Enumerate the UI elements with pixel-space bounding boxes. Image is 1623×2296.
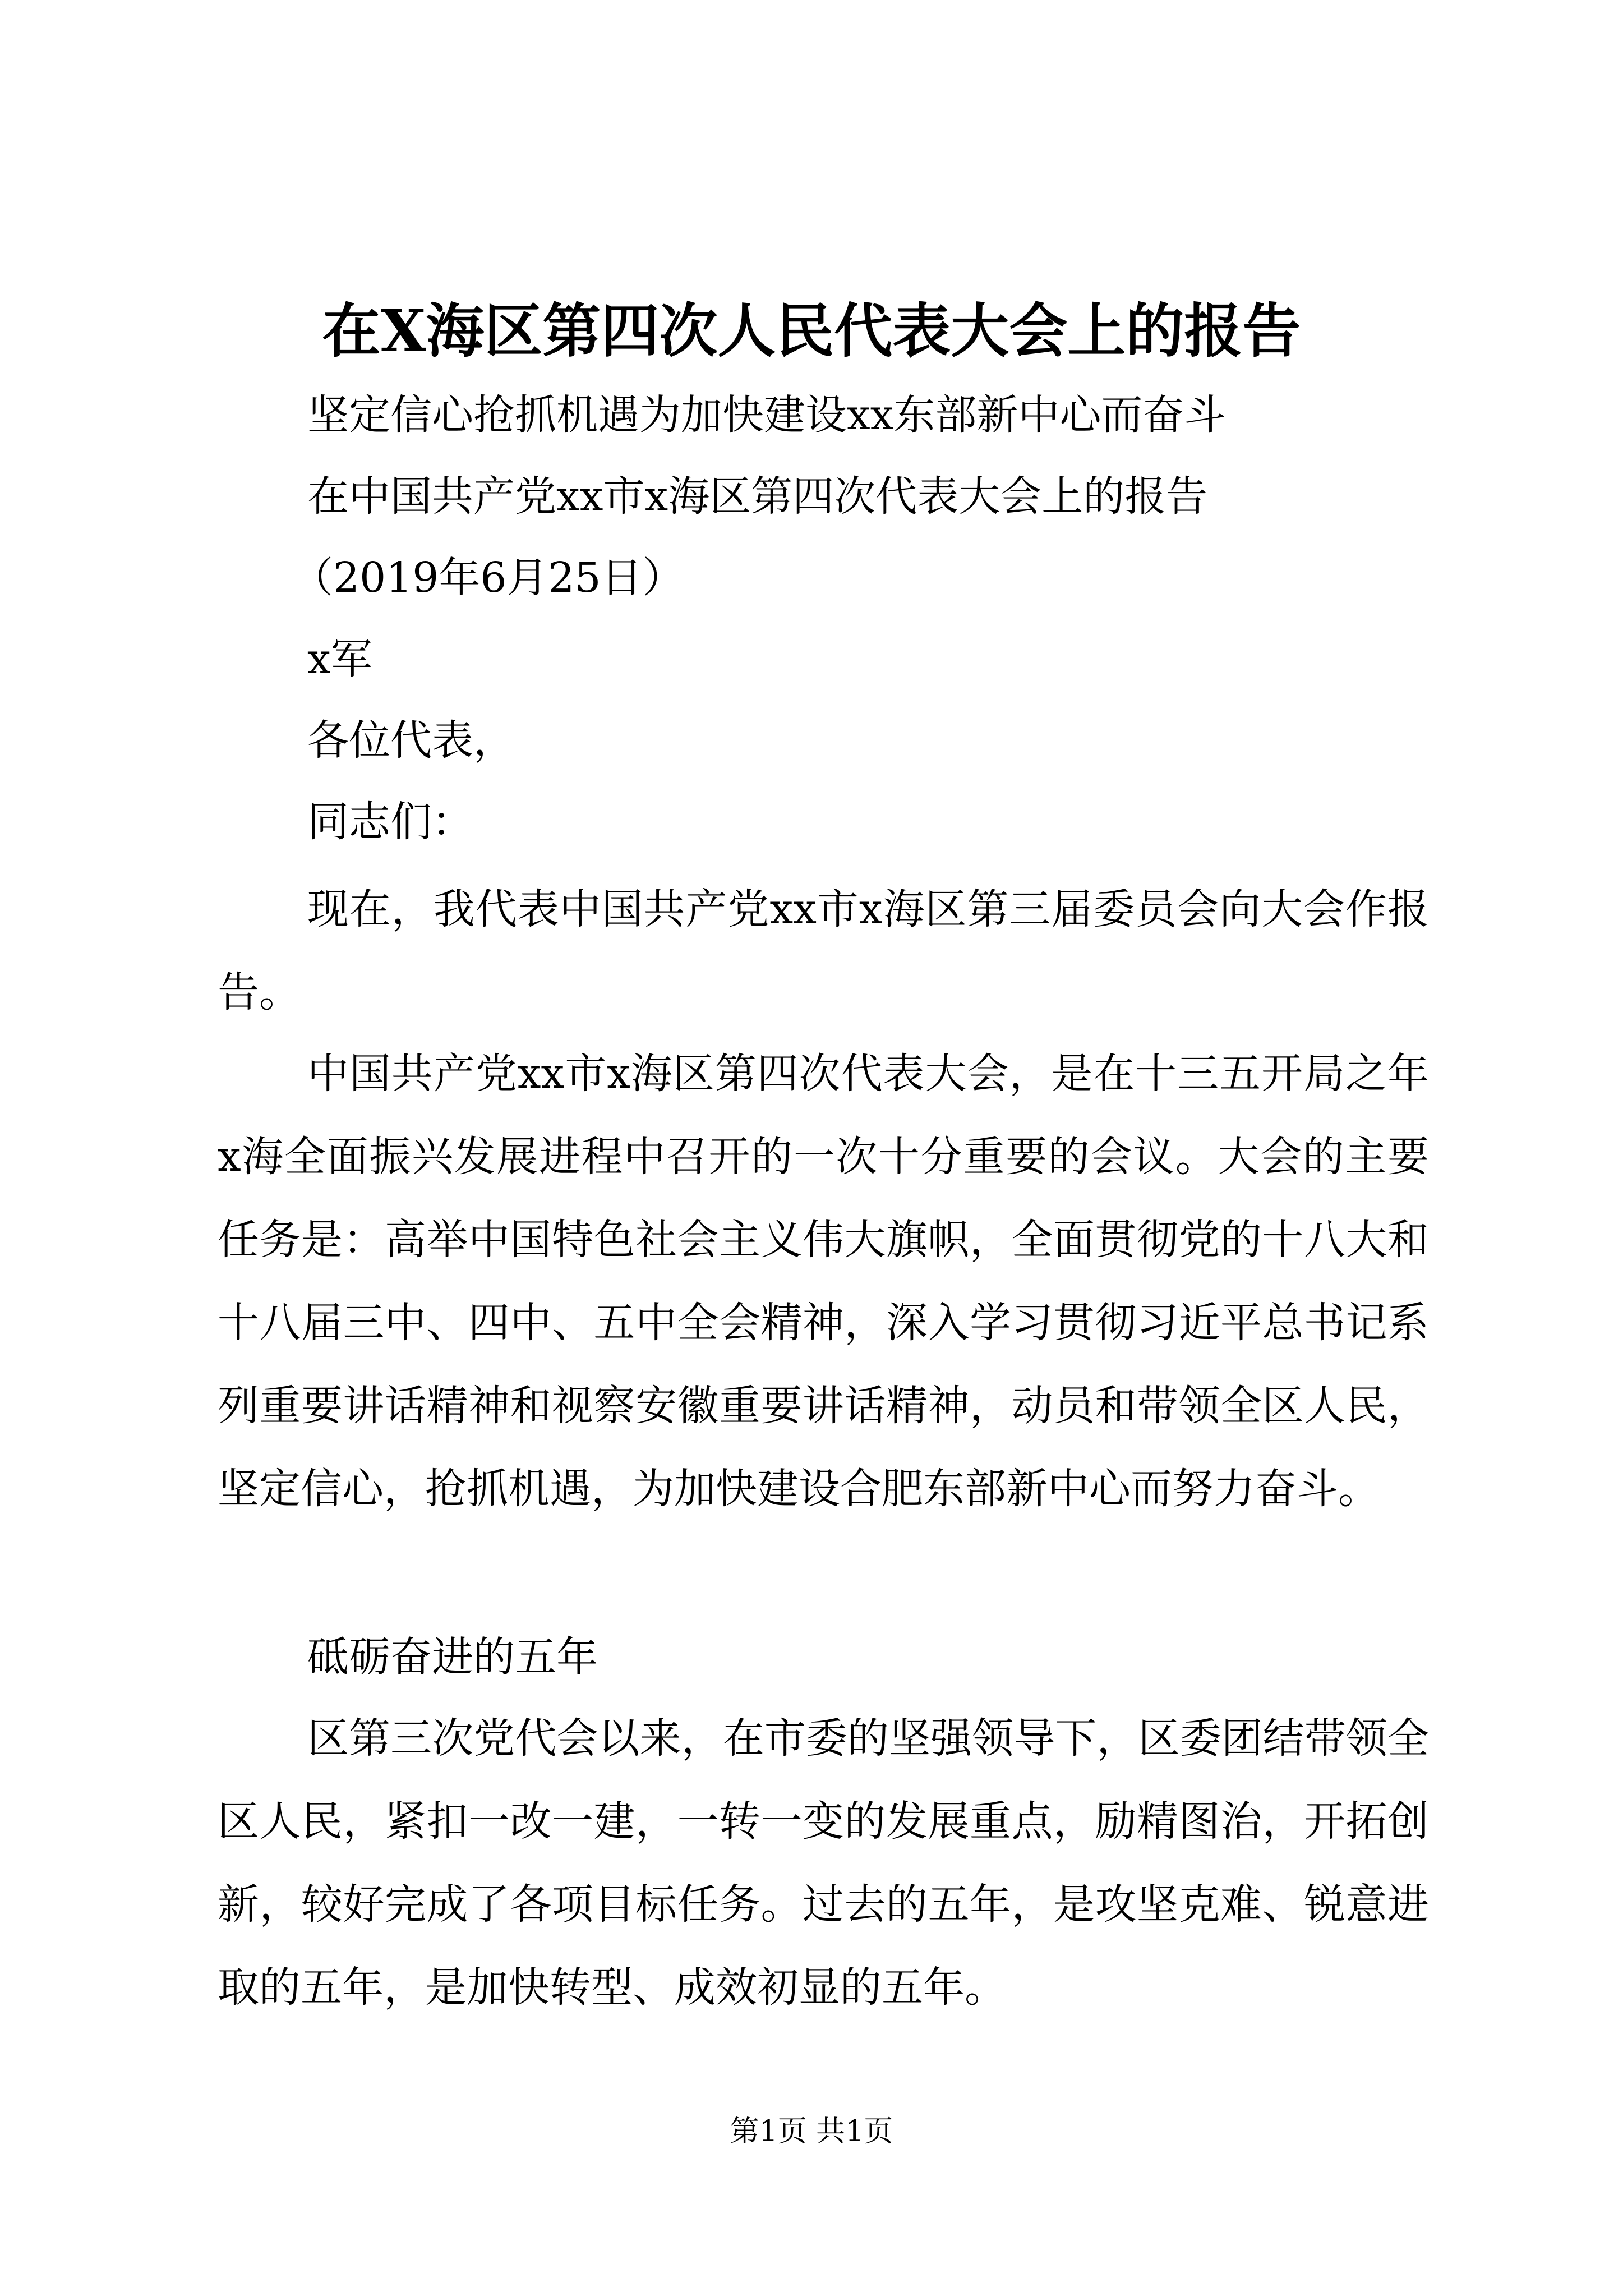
author-name: x军 — [307, 635, 372, 683]
paragraph-review: 区第三次党代会以来，在市委的坚强领导下，区委团结带领全区人民，紧扣一改一建，一转一变的发展重点，励精图治，开拓创新，较好完成了各项目标任务。过去的五年，是攻坚克难、锐意进取的五年，是加快转型、成效初显的五年。 — [218, 1714, 1429, 2012]
paragraph-tasks: 中国共产党xx市x海区第四次代表大会，是在十三五开局之年x海全面振兴发展进程中召开的一次十分重要的会议。大会的主要任务是：高举中国特色社会主义伟大旗帜，全面贯彻党的十八大和十八届三中、四中、五中全会精神，深入学习贯彻习近平总书记系列重要讲话精神和视察安徽重要讲话精神，动员和带领全区人民，坚定信心，抢抓机遇，为加快建设合肥东部新中心而努力奋斗。 — [218, 1050, 1429, 1513]
occasion-line: 在中国共产党xx市x海区第四次代表大会上的报告 — [307, 472, 1208, 521]
document-subtitle: 坚定信心抢抓机遇为加快建设xx东部新中心而奋斗 — [307, 391, 1226, 439]
report-date: （2019年6月25日） — [292, 554, 684, 602]
paragraph-intro: 现在，我代表中国共产党xx市x海区第三届委员会向大会作报告。 — [218, 885, 1429, 1016]
salutation-comrades: 同志们： — [307, 798, 473, 846]
page-footer: 第1页 共1页 — [730, 2115, 893, 2148]
section-heading: 砥砺奋进的五年 — [307, 1633, 598, 1681]
salutation-delegates: 各位代表， — [307, 716, 515, 765]
document-title: 在X海区第四次人民代表大会上的报告 — [322, 296, 1301, 365]
